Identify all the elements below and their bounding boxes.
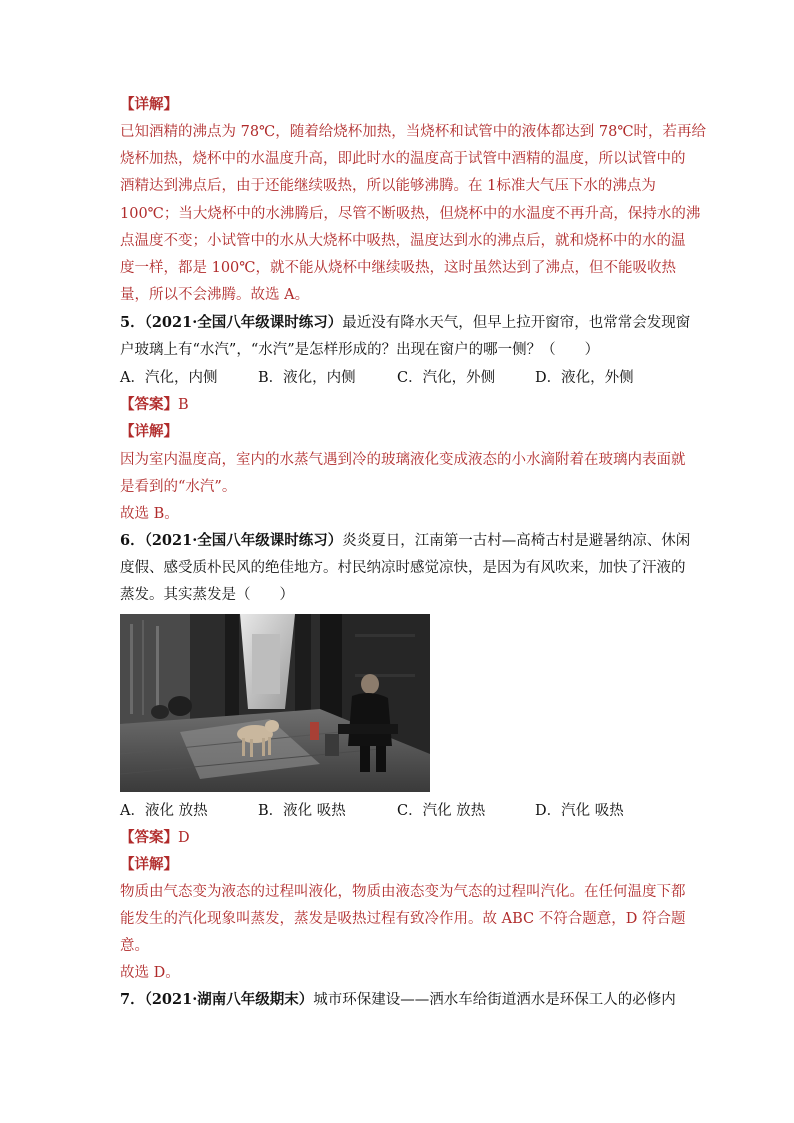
q6-stem-text: 炎炎夏日，江南第一古村—高椅古村是避暑纳凉、休闲 — [342, 533, 691, 549]
q7-source: （2021·湖南八年级期末） — [144, 991, 314, 1008]
q5-option-b: B．液化，内侧 — [258, 370, 356, 386]
q6-detail-line: 意。 — [120, 938, 149, 954]
q6-stem-line2: 度假、感受质朴民风的绝佳地方。村民纳凉时感觉凉快，是因为有风吹来，加快了汗液的 — [120, 560, 686, 576]
q5-stem-text: 最近没有降水天气，但早上拉开窗帘，也常常会发现窗 — [342, 315, 691, 331]
q5-option-d: D．液化，外侧 — [535, 370, 634, 386]
q6-detail-tag: 【详解】 — [120, 856, 178, 873]
q7-stem-text: 城市环保建设——洒水车给街道洒水是环保工人的必修内 — [313, 992, 676, 1008]
q4-detail-tag: 【详解】 — [120, 96, 178, 113]
q5-answer-tag: 【答案】 — [120, 396, 178, 413]
q4-detail-line: 烧杯加热，烧杯中的水温度升高，即此时水的温度高于试管中酒精的温度，所以试管中的 — [120, 151, 686, 167]
q5-detail-tag: 【详解】 — [120, 423, 178, 440]
q5-detail-line: 因为室内温度高，室内的水蒸气遇到冷的玻璃液化变成液态的小水滴附着在玻璃内表面就 — [120, 452, 686, 468]
q6-option-a: A．液化 放热 — [120, 803, 208, 819]
q4-detail-line: 已知酒精的沸点为 78℃，随着给烧杯加热，当烧杯和试管中的液体都达到 78℃时，若再给 — [120, 124, 707, 140]
q4-detail-line: 点温度不变；小试管中的水从大烧杯中吸热，温度达到水的沸点后，就和烧杯中的水的温 — [120, 233, 686, 249]
q5-option-c: C．汽化，外侧 — [397, 370, 496, 386]
q4-detail-line: 量，所以不会沸腾。故选 A。 — [120, 287, 310, 303]
q6-stem-line3: 蒸发。其实蒸发是（ ） — [120, 587, 294, 603]
q5-answer: B — [178, 397, 189, 413]
q6-answer-row — [120, 827, 190, 849]
q6-answer: D — [178, 830, 190, 846]
village-photo — [120, 614, 430, 792]
q6-detail-line: 物质由气态变为液态的过程叫液化，物质由液态变为气态的过程叫汽化。在任何温度下都 — [120, 884, 686, 900]
q5-stem-line2: 户玻璃上有“水汽”，“水汽”是怎样形成的？出现在窗户的哪一侧？（ ） — [120, 342, 600, 358]
q6-source: （2021·全国八年级课时练习） — [144, 532, 343, 549]
q6-detail-line: 能发生的汽化现象叫蒸发，蒸发是吸热过程有致冷作用。故 ABC 不符合题意，D 符合题 — [120, 911, 686, 927]
q5-stem-line1 — [120, 312, 690, 334]
q4-detail-line: 度一样，都是 100℃，就不能从烧杯中继续吸热，这时虽然达到了沸点，但不能吸收热 — [120, 260, 677, 276]
q5-option-a: A．汽化，内侧 — [120, 370, 218, 386]
q5-detail-line: 故选 B。 — [120, 506, 179, 522]
q5-answer-row — [120, 394, 189, 416]
q6-stem-line1 — [120, 530, 690, 552]
q7-stem-line1 — [120, 989, 676, 1011]
q6-option-d: D．汽化 吸热 — [535, 803, 624, 819]
q6-answer-tag: 【答案】 — [120, 829, 178, 846]
q6-option-b: B．液化 吸热 — [258, 803, 346, 819]
q5-source: （2021·全国八年级课时练习） — [144, 314, 343, 331]
q6-number: 6． — [120, 532, 145, 549]
q6-option-c: C．汽化 放热 — [397, 803, 486, 819]
q7-number: 7． — [120, 991, 145, 1008]
q6-detail-line: 故选 D。 — [120, 965, 180, 981]
q4-detail-line: 100℃；当大烧杯中的水沸腾后，尽管不断吸热，但烧杯中的水温度不再升高，保持水的沸 — [120, 206, 701, 222]
q5-number: 5． — [120, 314, 145, 331]
q4-detail-line: 酒精达到沸点后，由于还能继续吸热，所以能够沸腾。在 1标准大气压下水的沸点为 — [120, 178, 656, 194]
q5-detail-line: 是看到的“水汽”。 — [120, 479, 237, 495]
